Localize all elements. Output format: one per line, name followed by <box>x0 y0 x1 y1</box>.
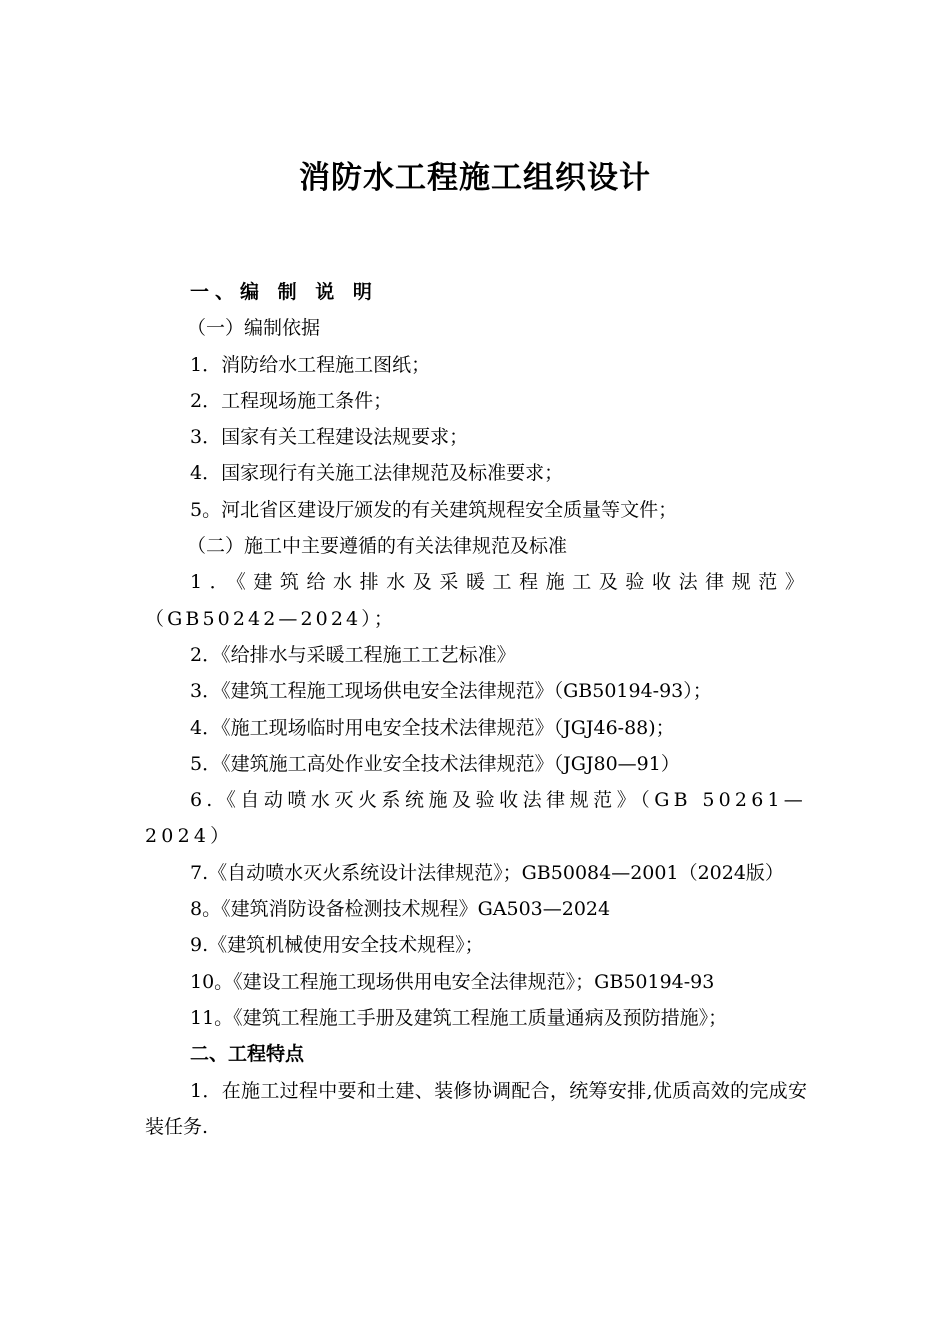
list-item: 2．《给排水与采暖工程施工工艺标准》 <box>190 643 516 666</box>
list-item: 8。《建筑消防设备检测技术规程》GA503—2024 <box>190 898 611 921</box>
list-item: 9.《建筑机械使用安全技术规程》； <box>190 934 484 957</box>
list-item: 6.《自动喷水灭火系统施及验收法律规范》（GB 50261—2024） <box>145 789 807 848</box>
list-item: 10。《建设工程施工现场供用电安全法律规范》；GB50194-93 <box>190 970 715 993</box>
document-body <box>145 274 807 1145</box>
list-item: 5．《建筑施工高处作业安全技术法律规范》（JGJ80—91） <box>190 752 680 775</box>
list-item: 2．工程现场施工条件； <box>190 389 393 412</box>
list-item: 7.《自动喷水灭火系统设计法律规范》；GB50084—2001（2024版） <box>190 861 784 884</box>
subsection-heading-basis: （一）编制依据 <box>187 317 321 340</box>
list-item: 3．国家有关工程建设法规要求； <box>190 426 469 449</box>
page-title: 消防水工程施工组织设计 <box>299 160 651 196</box>
list-item: 5。河北省区建设厅颁发的有关建筑规程安全质量等文件； <box>190 498 678 521</box>
section-heading-project-features: 二、工程特点 <box>190 1043 305 1066</box>
list-item: 4．国家现行有关施工法律规范及标准要求； <box>190 462 564 485</box>
list-item: 4．《施工现场临时用电安全技术法律规范》（JGJ46-88)； <box>190 716 675 739</box>
section-heading-compilation-notes: 一、编 制 说 明 <box>190 281 378 303</box>
list-item: 3．《建筑工程施工现场供电安全法律规范》（GB50194-93）； <box>190 680 712 703</box>
list-item: 11。《建筑工程施工手册及建筑工程施工质量通病及预防措施》； <box>190 1006 728 1029</box>
list-item: 1．在施工过程中要和土建、装修协调配合，统筹安排,优质高效的完成安装任务. <box>145 1079 807 1138</box>
subsection-heading-standards: （二）施工中主要遵循的有关法律规范及标准 <box>187 535 568 558</box>
list-item: 1．消防给水工程施工图纸； <box>190 353 431 376</box>
list-item: 1．《建筑给水排水及采暖工程施工及验收法律规范》（GB50242—2024）； <box>145 571 807 630</box>
